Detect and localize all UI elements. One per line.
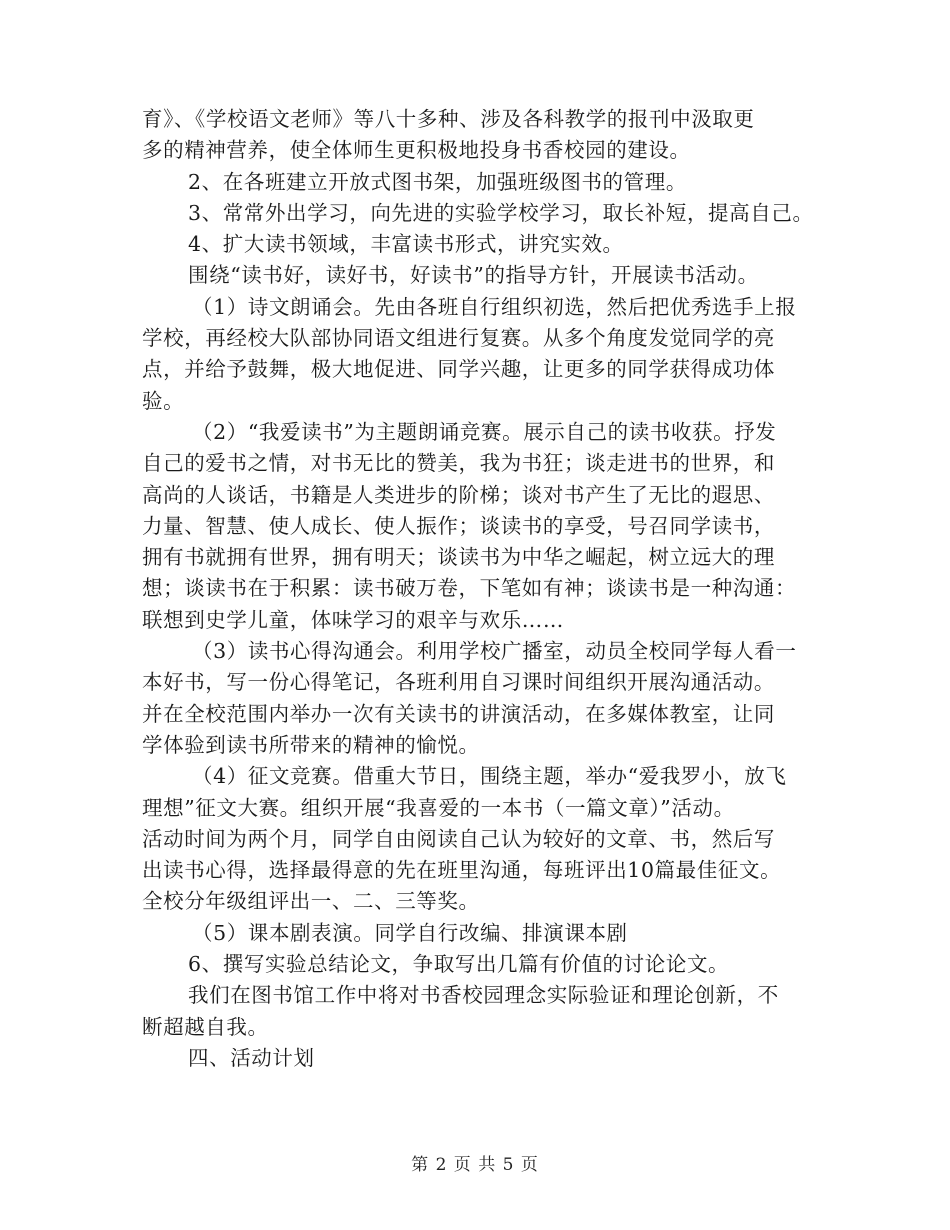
text-line: 多的精神营养，使全体师生更积极地投身书香校园的建设。 [142,138,691,163]
text-line: （2）“我爱读书”为主题朗诵竞赛。展示自己的读书收获。抒发 [192,419,777,444]
text-line: 力量、智慧、使人成长、使人振作；谈读书的享受，号召同学读书， [142,513,775,538]
text-line: 自己的爱书之情，对书无比的赞美，我为书狂；谈走进书的世界，和 [142,451,775,476]
text-line: 学校，再经校大队部协同语文组进行复赛。从多个角度发觉同学的亮 [142,326,775,351]
text-line: 断超越自我。 [142,1014,269,1039]
text-line: 学体验到读书所带来的精神的愉悦。 [142,732,480,757]
text-line: 理想”征文大赛。组织开展“我喜爱的一本书（一篇文章）”活动。 [142,795,735,820]
page-number-footer: 第 2 页 共 5 页 [411,1155,539,1175]
text-line: 拥有书就拥有世界，拥有明天；谈读书为中华之崛起，树立远大的理 [142,545,775,570]
text-line: 本好书，写一份心得笔记，各班利用自习课时间组织开展沟通活动。 [142,670,775,695]
text-line: 出读书心得，选择最得意的先在班里沟通，每班评出10篇最佳征文。 [142,858,782,883]
text-line: 活动时间为两个月，同学自由阅读自己认为较好的文章、书，然后写 [142,826,775,851]
text-line: 3、常常外出学习，向先进的实验学校学习，取长补短，提高自己。 [188,200,814,225]
text-line: 育》、《学校语文老师》等八十多种、涉及各科教学的报刊中汲取更 [142,107,755,131]
document-body [142,104,814,1074]
text-line: 点，并给予鼓舞，极大地促进、同学兴趣，让更多的同学获得成功体 [142,357,775,382]
text-line: （3）读书心得沟通会。利用学校广播室，动员全校同学每人看一 [192,639,797,664]
text-line: 联想到史学儿童，体味学习的艰辛与欢乐…… [142,607,564,632]
text-line: （1）诗文朗诵会。先由各班自行组织初选，然后把优秀选手上报 [192,294,797,319]
text-line: 并在全校范围内举办一次有关读书的讲演活动，在多媒体教室，让同 [142,701,775,726]
text-line: 高尚的人谈话，书籍是人类进步的阶梯；谈对书产生了无比的遐思、 [142,482,775,507]
text-line: （4）征文竞赛。借重大节日，围绕主题，举办“爱我罗小，放飞 [192,764,787,789]
text-line: （5）课本剧表演。同学自行改编、排演课本剧 [192,920,628,945]
section-heading: 四、活动计划 [188,1045,315,1070]
text-line: 我们在图书馆工作中将对书香校园理念实际验证和理论创新，不 [188,983,779,1008]
text-line: 2、在各班建立开放式图书架，加强班级图书的管理。 [188,169,687,194]
text-line: 6、撰写实验总结论文，争取写出几篇有价值的讨论论文。 [188,952,730,977]
text-line: 围绕“读书好，读好书，好读书”的指导方针，开展读书活动。 [188,263,759,288]
text-line: 全校分年级组评出一、二、三等奖。 [142,889,480,914]
text-line: 验。 [142,388,185,413]
text-line: 4、扩大读书领域，丰富读书形式，讲究实效。 [188,232,624,257]
text-line: 想；谈读书在于积累：读书破万卷，下笔如有神；谈读书是一种沟通： [142,576,797,601]
